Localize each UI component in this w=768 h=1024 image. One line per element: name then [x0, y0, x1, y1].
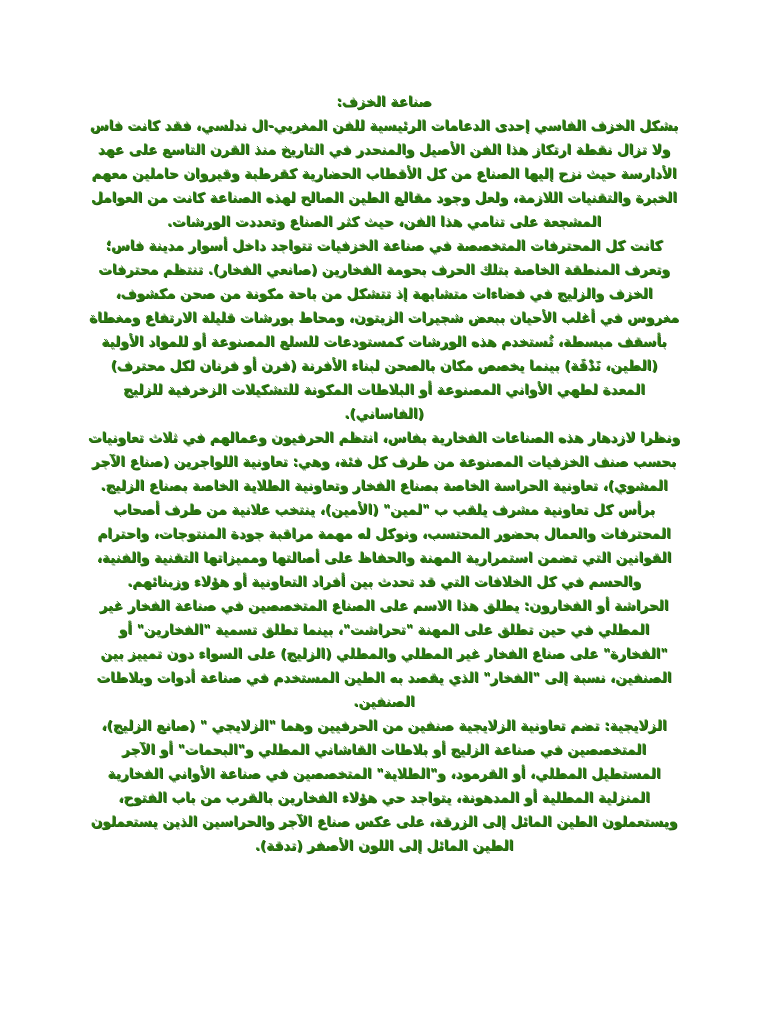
paragraph-cooperatives: ونظرا لازدهار هذه الصناعات الفخارية بفاس، انتظم الحرفيون وعمالهم في ثلاث تعاونيات بحسب صنف الخزفيات المصنوعة من طرف كل فئة، وهي: تعاونية اللواجرين (صناع الآجر المشوي)، تعاونية الحراسة الخاصة بصناع الفخار وتعاونية الطلاية الخاصة بصناع الزليج. برأس كل تعاونية مشرف يلقب ب "لمين" (الأمين)، ينتخب علانية من طرف أصحاب المحترفات والعمال بحضور المحتسب، ونوكل له مهمة مراقبة جودة المنتوجات، واحترام القوانين التي تضمن استمرارية المهنة والحفاظ على أصالتها ومميزاتها التقنية والفنية، والحسم في كل الخلافات التي قد تحدث بين أفراد التعاونية أو هؤلاء وزبنائهم. [88, 430, 680, 590]
paragraph-zellige-makers: الزلايجية: تضم تعاونية الزلايجية صنفين من الحرفيين وهما "الزلايجي " (صانع الزليج)، المتخصصين في صناعة الزليج أو بلاطات القاشاني المطلي و"البحمات" أو الآجر المستطيل المطلي، أو القرمود، و"الطلاية" المتخصصين في صناعة الأواني الفخارية المنزلية المطلية أو المدهونة، يتواجد حي هؤلاء الفخارين بالقرب من باب الفتوح، ويستعملون الطين المائل إلى الزرقة، على عكس صناع الآجر والحراسين الذين يستعملون الطين المائل إلى اللون الأصفر (تدقة). [90, 718, 678, 854]
paragraph-potters: الحراشة أو الفخارون: يطلق هذا الاسم على الصناع المتخصصين في صناعة الفخار غير المطلي في حين تطلق على المهنة "تحراشت"، بينما تطلق تسمية "الفخارين" أو "الفخارة" على صناع الفخار غير المطلي والمطلي (الزليج) على السواء دون تمييز بين الصنفين، نسبة إلى "الفخار" الذي يقصد به الطين المستخدم في صناعة أدوات وبلاطات الصنفين. [96, 598, 672, 710]
document-body [88, 90, 680, 858]
paragraph-workshops: كانت كل المحترفات المتخصصة في صناعة الخزفيات تتواجد داخل أسوار مدينة فاس؛ وتعرف المنطقة الخاصة بتلك الحرف بحومة الفخارين (صانعي الفخار). تنتظم محترفات الخزف والزليج في فضاءات متشابهة إذ تتشكل من باحة مكونة من صحن مكشوف، مغروس في أغلب الأحيان ببعض شجيرات الزيتون، ومحاط بورشات قليلة الارتفاع ومغطاة بأسقف مبسطة، تُستخدم هذه الورشات كمستودعات للسلع المصنوعة أو للمواد الأولية (الطين، نَدْقَة) بينما يخصص مكان بالصحن لبناء الأفرنة (فرن أو فرنان لكل محترف) المعدة لطهي الأواني المصنوعة أو البلاطات المكونة للتشكيلات الزخرفية للزليج (الفاساني). [89, 238, 679, 422]
document-title: صناعة الخزف: [336, 94, 432, 110]
paragraph-intro: بشكل الخزف الفاسي إحدى الدعامات الرئيسية للفن المغربي-ال ندلسي، فقد كانت فاس ولا تزال نقطة ارتكاز هذا الفن الأصيل والمنحدر في التاريخ منذ القرن التاسع على عهد الأدارسة حيث نزح إليها الصناع من كل الأقطاب الحضارية كقرطبة وقيروان حاملين معهم الخبرة والتقنيات اللازمة، ولعل وجود مقالع الطين الصالح لهذه الصناعة كانت من العوامل المشجعة على تنامي هذا الفن، حيث كثر الصناع وتعددت الورشات. [89, 118, 679, 230]
